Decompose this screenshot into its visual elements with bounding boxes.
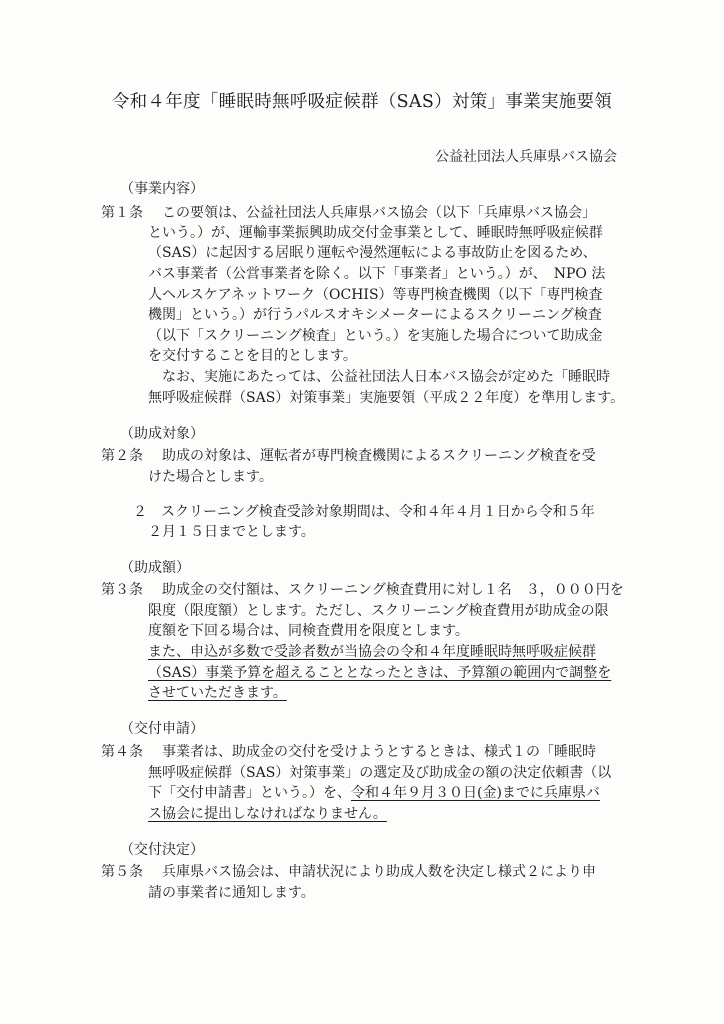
article-2-line: けた場合とします。	[148, 469, 273, 485]
article-4-line: 事業者は、助成金の交付を受けようとするときは、様式１の「睡眠時	[162, 744, 596, 760]
article-5-number: 第５条	[101, 864, 143, 880]
deadline-text: 令和４年９月３０日(金)までに兵庫県バ	[351, 785, 600, 801]
article-2-line: 助成の対象は、運転者が専門検査機関によるスクリーニング検査を受	[162, 448, 596, 464]
article-4-line-start: 下「交付申請書」という。）を、	[148, 785, 351, 801]
article-4-number: 第４条	[101, 744, 143, 760]
section-heading-5: （交付決定）	[120, 842, 204, 858]
article-1-line: 人ヘルスケアネットワーク（OCHIS）等専門検査機関（以下「専門検査	[148, 287, 603, 303]
section-heading-1: （事業内容）	[120, 181, 204, 197]
article-5-line: 兵庫県バス協会は、申請状況により助成人数を決定し様式２により申	[162, 864, 596, 880]
section-heading-4: （交付申請）	[120, 721, 204, 737]
article-1-line: （以下「スクリーニング検査」という。）を実施した場合について助成金	[148, 328, 603, 344]
article-1-line: 機関」という。）が行うパルスオキシメーターによるスクリーニング検査	[148, 307, 602, 323]
article-1-line: なお、実施にあたっては、公益社団法人日本バス協会が定めた「睡眠時	[162, 369, 610, 385]
article-1-line: 無呼吸症候群（SAS）対策事業」実施要領（平成２２年度）を準用します。	[148, 390, 625, 406]
article-3-line: 度額を下回る場合は、同検査費用を限度とします。	[148, 623, 469, 639]
section-heading-2: （助成対象）	[120, 426, 204, 442]
article-1-line: を交付することを目的とします。	[148, 348, 357, 364]
article-2-line: ２ スクリーニング検査受診対象期間は、令和４年４月１日から令和５年	[133, 504, 595, 520]
article-1-line: という。）が、運輸事業振興助成交付金事業として、睡眠時無呼吸症候群	[148, 225, 603, 241]
article-1-line: この要領は、公益社団法人兵庫県バス協会（以下「兵庫県バス協会」	[162, 205, 596, 221]
article-3-underlined-line: （SAS）事業予算を超えることとなったときは、予算額の範囲内で調整を	[148, 665, 612, 681]
article-1-line: （SAS）に起因する居眠り運転や漫然運転による事故防止を図るため、	[148, 245, 597, 261]
article-3-line: 助成金の交付額は、スクリーニング検査費用に対し１名 ３，０００円を	[162, 582, 624, 598]
article-2-number: 第２条	[101, 448, 143, 464]
organization-name: 公益社団法人兵庫県バス協会	[435, 149, 617, 165]
article-3-number: 第３条	[101, 582, 143, 598]
article-1-number: 第１条	[101, 205, 143, 221]
article-1-line: バス事業者（公営事業者を除く。以下「事業者」という。）が、 NPO 法	[148, 266, 606, 282]
document-title: 令和４年度「睡眠時無呼吸症候群（SAS）対策」事業実施要領	[111, 92, 613, 112]
article-4-line	[148, 783, 600, 803]
article-2-line: ２月１５日までとします。	[148, 524, 315, 540]
article-5-line: 請の事業者に通知します。	[148, 885, 315, 901]
section-heading-3: （助成額）	[120, 560, 190, 576]
article-4-line: 無呼吸症候群（SAS）対策事業」の選定及び助成金の額の決定依頼書（以	[148, 765, 612, 781]
article-3-line: 限度（限度額）とします。ただし、スクリーニング検査費用が助成金の限	[148, 603, 609, 619]
article-4-underlined-line: ス協会に提出しなければなりません。	[148, 806, 387, 822]
article-3-underlined-line: また、申込が多数で受診者数が当協会の令和４年度睡眠時無呼吸症候群	[148, 644, 596, 660]
article-3-underlined-line: させていただきます。	[148, 685, 287, 701]
